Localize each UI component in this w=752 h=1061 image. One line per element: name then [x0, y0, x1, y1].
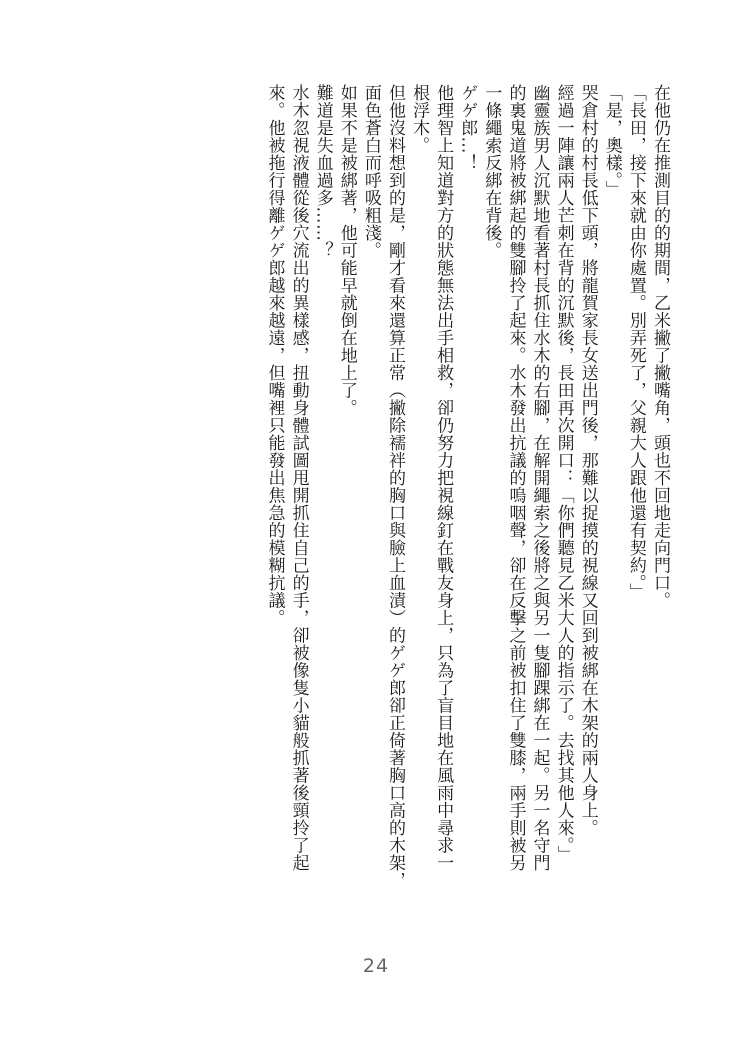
text-line: 根浮木。: [409, 84, 430, 154]
text-line: 但他沒料想到的是，剛才看來還算正常（撇除襦袢的胸口與臉上血漬）的ゲゲ郎卻正倚著胸口高的木架，: [384, 84, 405, 889]
text-line: 來。他被拖行得離ゲゲ郎越來越遠，但嘴裡只能發出焦急的模糊抗議。: [264, 84, 285, 627]
page-body-text: [262, 84, 672, 944]
text-line: 幽靈族男人沉默地看著村長抓住水木的右腳，在解開繩索之後將之與另一隻腳踝綁在一起。另一名守門: [529, 84, 550, 872]
text-line: 他理智上知道對方的狀態無法出手相救，卻仍努力把視線釘在戰友身上，只為了盲目地在風雨中尋求一: [433, 84, 454, 872]
text-line: 面色蒼白而呼吸粗淺。: [360, 84, 381, 259]
text-line: ゲゲ郎…！: [457, 84, 478, 172]
text-line: 「長田，接下來就由你處置。別弄死了，父親大人跟他還有契約。」: [625, 84, 646, 601]
text-line: 一條繩索反綁在背後。: [481, 84, 502, 259]
text-line: 經過一陣讓兩人芒刺在背的沉默後，長田再次開口：「你們聽見乙米大人的指示了。去找其他人來。」: [553, 84, 574, 863]
text-line: 如果不是被綁著，他可能早就倒在地上了。: [336, 84, 357, 417]
text-line: 難道是失血過多……？: [312, 84, 333, 259]
text-line: 在他仍在推測目的的期間，乙米撇了撇嘴角，頭也不回地走向門口。: [650, 84, 670, 609]
text-line: 「是，奧樣。」: [601, 84, 622, 198]
text-line: 哭倉村的村長低下頭，將龍賀家長女送出門後，那難以捉摸的視線又回到被綁在木架的兩人身上。: [577, 84, 598, 837]
text-line: 的裏鬼道將被綁起的雙腳拎了起來。水木發出抗議的嗚咽聲，卻在反擊之前被扣住了雙膝，兩手則被另: [505, 84, 526, 872]
text-line: 水木忽視液體從後穴流出的異樣感，扭動身體試圖甩開抓住自己的手，卻被像隻小貓般抓著後頸拎了起: [288, 84, 309, 872]
page-number: 24: [362, 955, 390, 977]
